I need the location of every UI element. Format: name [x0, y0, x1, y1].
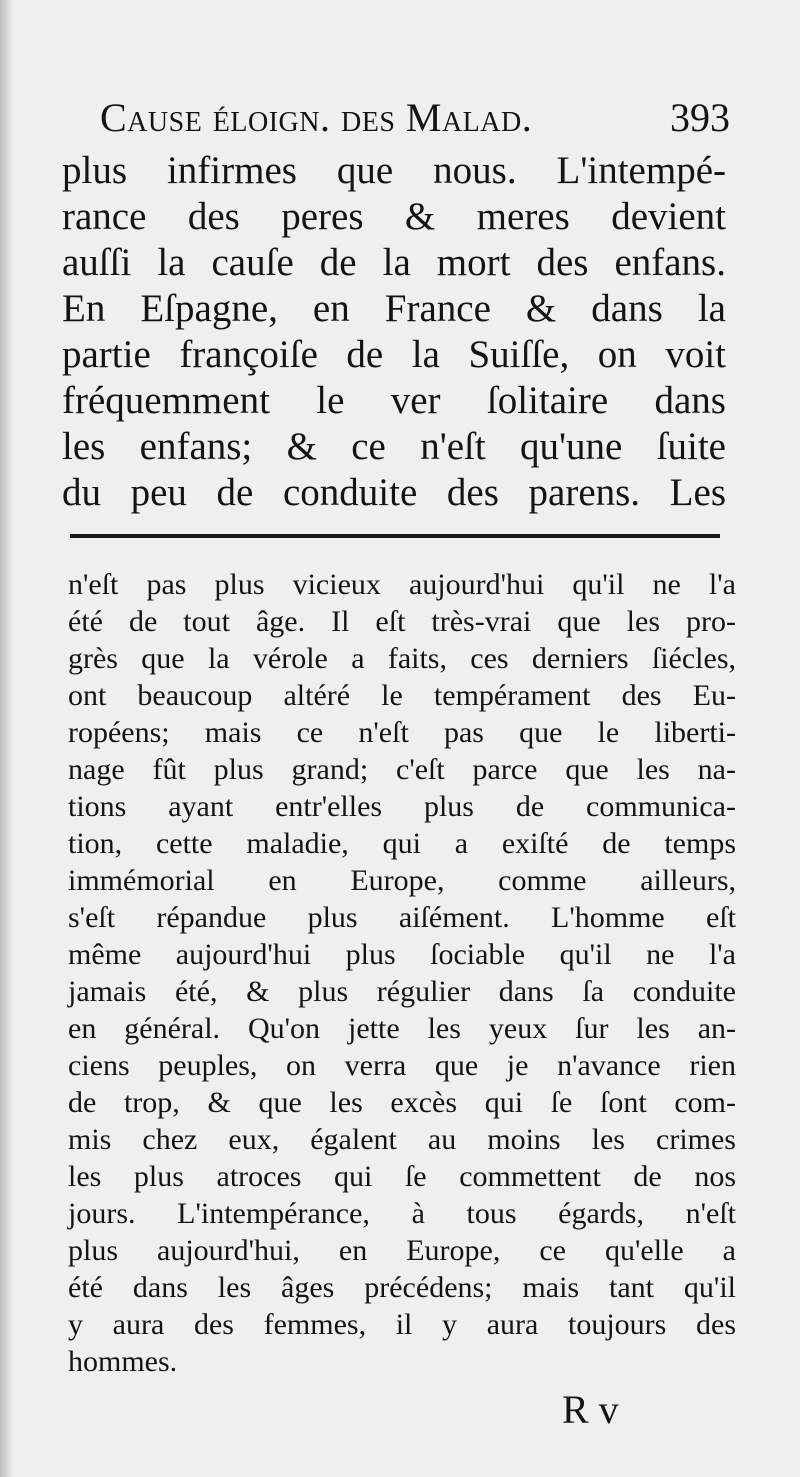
- main-text-line: du peu de conduite des parens. Les: [62, 471, 726, 514]
- main-text-line: En Eſpagne, en France & dans la: [62, 287, 726, 330]
- footnote-line: été dans les âges précédens; mais tant qu'il: [68, 1271, 736, 1304]
- page-number: 393: [670, 95, 730, 140]
- footnote-line: ont beaucoup altéré le tempérament des Eu-: [68, 679, 736, 712]
- footnote-line: même aujourd'hui plus ſociable qu'il ne l'a: [68, 938, 736, 971]
- main-text-line: les enfans; & ce n'eſt qu'une ſuite: [62, 425, 726, 468]
- footnote-line: été de tout âge. Il eſt très-vrai que les pro-: [68, 605, 736, 638]
- running-title: Cause éloign. des Malad.: [100, 95, 533, 140]
- footnote-line: tion, cette maladie, qui a exiſté de temps: [68, 827, 736, 860]
- main-text-line: fréquemment le ver ſolitaire dans: [62, 379, 726, 422]
- footnote-line: immémorial en Europe, comme ailleurs,: [68, 864, 736, 897]
- footnote-line: en général. Qu'on jette les yeux ſur les an-: [68, 1012, 736, 1045]
- footnote-line: les plus atroces qui ſe commettent de nos: [68, 1160, 736, 1193]
- footnote-line: jamais été, & plus régulier dans ſa conduite: [68, 975, 736, 1008]
- signature-mark: R v: [562, 1387, 619, 1432]
- footnote-line: ropéens; mais ce n'eſt pas que le liberti-: [68, 716, 736, 749]
- footnote-line: jours. L'intempérance, à tous égards, n'eſt: [68, 1197, 736, 1230]
- footnote-line: y aura des femmes, il y aura toujours des: [68, 1308, 736, 1341]
- footnote: [68, 566, 736, 1380]
- main-text: [62, 148, 726, 516]
- footnote-rule: [70, 534, 720, 538]
- footnote-line: ciens peuples, on verra que je n'avance rien: [68, 1049, 736, 1082]
- footnote-line: de trop, & que les excès qui ſe ſont com-: [68, 1086, 736, 1119]
- footnote-line: grès que la vérole a faits, ces derniers ſiécles,: [68, 642, 736, 675]
- main-text-line: partie françoiſe de la Suiſſe, on voit: [62, 333, 726, 376]
- main-text-line: auſſi la cauſe de la mort des enfans.: [62, 241, 726, 284]
- footnote-line: n'eſt pas plus vicieux aujourd'hui qu'il ne l'a: [68, 568, 736, 601]
- footnote-line: nage fût plus grand; c'eſt parce que les na-: [68, 753, 736, 786]
- main-text-line: plus infirmes que nous. L'intempé-: [62, 149, 726, 192]
- running-head: [100, 94, 730, 150]
- footnote-line: s'eſt répandue plus aiſément. L'homme eſt: [68, 901, 736, 934]
- footnote-line: plus aujourd'hui, en Europe, ce qu'elle a: [68, 1234, 736, 1267]
- footnote-line: mis chez eux, égalent au moins les crimes: [68, 1123, 736, 1156]
- footnote-line: hommes.: [68, 1345, 178, 1378]
- footnote-line: tions ayant entr'elles plus de communica-: [68, 790, 736, 823]
- main-text-line: rance des peres & meres devient: [62, 195, 726, 238]
